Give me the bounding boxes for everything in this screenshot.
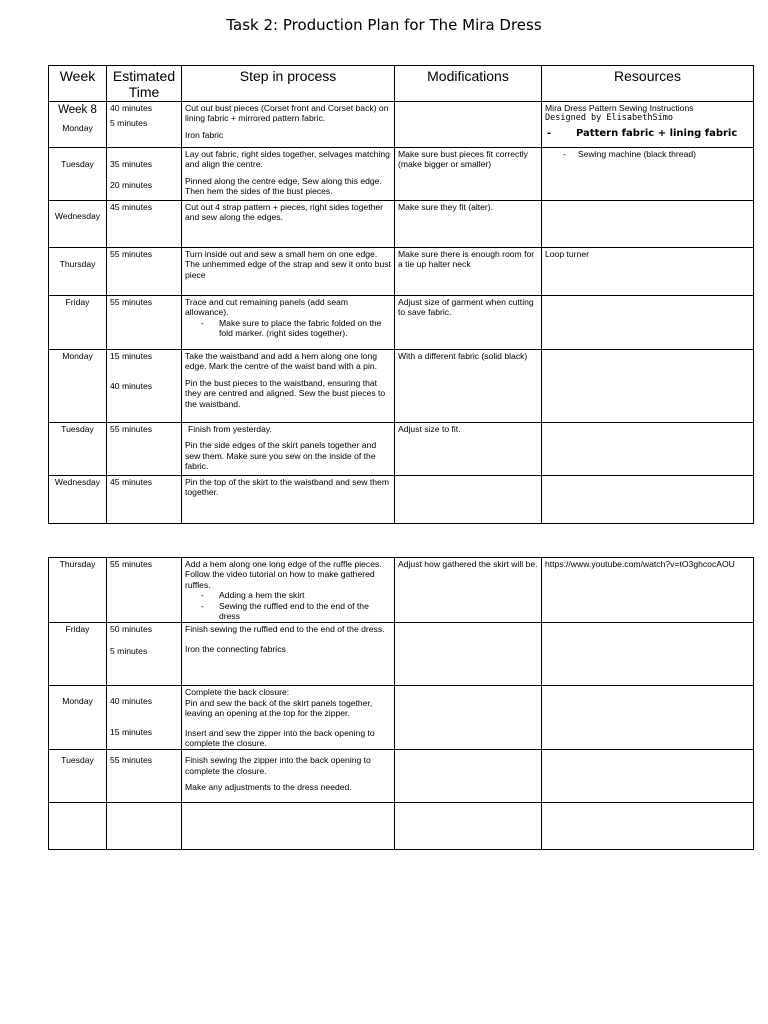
table-row xyxy=(49,803,754,850)
resources-cell xyxy=(542,350,754,423)
step-text: Pinned along the centre edge, Sew along this edge. Then hem the sides of the bust pieces. xyxy=(185,175,382,197)
step-text: Pin and sew the back of the skirt panels together, leaving an opening at the top for the zipper. xyxy=(185,697,373,719)
step-cell xyxy=(182,148,395,201)
modifications-cell: Adjust size to fit. xyxy=(395,423,542,476)
day-cell xyxy=(49,750,107,803)
time-cell xyxy=(107,148,182,201)
step-text: Complete the back closure: xyxy=(185,687,290,698)
step-cell xyxy=(182,423,395,476)
table-row xyxy=(49,248,754,296)
modifications-cell: Make sure there is enough room for a tie up halter neck xyxy=(395,248,542,296)
step-text: Finish sewing the ruffled end to the end of the dress. xyxy=(185,624,385,635)
step-cell xyxy=(182,750,395,803)
day-cell xyxy=(49,248,107,296)
time-value: 5 minutes xyxy=(110,118,148,129)
day-label: Tuesday xyxy=(61,159,94,169)
step-cell: Cut out 4 strap pattern + pieces, right sides together and sew along the edges. xyxy=(182,201,395,248)
production-plan-table-2 xyxy=(48,557,754,850)
step-cell xyxy=(182,558,395,623)
step-text: Trace and cut remaining panels (add seam allowance). xyxy=(185,297,349,318)
step-text: Take the waistband and add a hem along one long edge. Mark the centre of the waist band with a pin. xyxy=(185,351,378,372)
resources-cell xyxy=(542,201,754,248)
modifications-cell: Make sure they fit (alter). xyxy=(395,201,542,248)
time-value: 15 minutes xyxy=(110,726,153,737)
time-cell: 55 minutes xyxy=(107,423,182,476)
modifications-cell xyxy=(395,686,542,750)
day-label: Thursday xyxy=(59,259,96,269)
time-value: 20 minutes xyxy=(110,180,153,191)
step-text: Add a hem along one long edge of the ruffle pieces. Follow the video tutorial on how to make gathered ruffles. xyxy=(185,559,382,590)
header-estimated-time: Estimated Time xyxy=(107,66,182,102)
resource-text: Designed by ElisabethSimo xyxy=(545,113,673,124)
resource-text: - Sewing machine (black thread) xyxy=(545,149,750,159)
step-text: Pin the side edges of the skirt panels together and sew them. Make sure you sew on the inside of the fabric. xyxy=(185,440,377,472)
time-cell: 55 minutes xyxy=(107,558,182,623)
time-cell: 45 minutes xyxy=(107,201,182,248)
time-value: 55 minutes xyxy=(110,755,153,766)
step-text: Finish sewing the zipper into the back opening to complete the closure. xyxy=(185,755,371,776)
step-text: Iron fabric xyxy=(185,129,224,140)
step-cell xyxy=(182,102,395,148)
time-value: 40 minutes xyxy=(110,103,153,113)
time-value: 50 minutes xyxy=(110,624,153,635)
step-text: Pin the bust pieces to the waistband, ensuring that they are centred and aligned. Sew the bust pieces to the waistband. xyxy=(185,377,386,409)
day-cell xyxy=(49,148,107,201)
resource-link[interactable]: https://www.youtube.com/watch?v=tO3ghcocAOU xyxy=(545,559,735,569)
resources-cell xyxy=(542,296,754,350)
resources-cell xyxy=(542,558,754,623)
table-row xyxy=(49,558,754,623)
resources-cell xyxy=(542,686,754,750)
header-resources: Resources xyxy=(542,66,754,102)
day-cell: Friday xyxy=(49,296,107,350)
resource-text: Mira Dress Pattern Sewing Instructions xyxy=(545,103,694,113)
time-value: 40 minutes xyxy=(110,381,153,392)
time-value: 40 minutes xyxy=(110,696,153,707)
table-row xyxy=(49,296,754,350)
resources-cell xyxy=(542,803,754,850)
modifications-cell: With a different fabric (solid black) xyxy=(395,350,542,423)
modifications-cell: Adjust how gathered the skirt will be. xyxy=(395,558,542,623)
step-sub-list xyxy=(185,590,391,621)
step-cell xyxy=(182,803,395,850)
day-cell xyxy=(49,201,107,248)
resources-cell xyxy=(542,476,754,524)
modifications-cell xyxy=(395,803,542,850)
time-value: 5 minutes xyxy=(110,645,148,656)
step-cell: Pin the top of the skirt to the waistband and sew them together. xyxy=(182,476,395,524)
time-cell xyxy=(107,686,182,750)
table-row xyxy=(49,102,754,148)
time-cell: 55 minutes xyxy=(107,248,182,296)
time-cell xyxy=(107,750,182,803)
modifications-cell: Adjust size of garment when cutting to save fabric. xyxy=(395,296,542,350)
header-row xyxy=(49,66,754,102)
table-row xyxy=(49,476,754,524)
time-value: 35 minutes xyxy=(110,159,153,169)
day-label: Wednesday xyxy=(54,211,101,221)
step-text: Finish from yesterday. xyxy=(188,424,272,434)
step-cell: Turn inside out and sew a small hem on one edge. The unhemmed edge of the strap and sew it onto bust piece xyxy=(182,248,395,296)
step-text: Cut out bust pieces (Corset front and Corset back) on lining fabric + mirrored pattern fabric. xyxy=(185,103,389,124)
day-cell: Monday xyxy=(49,350,107,423)
day-cell: Thursday xyxy=(49,558,107,623)
time-cell xyxy=(107,102,182,148)
table-row xyxy=(49,750,754,803)
header-step: Step in process xyxy=(182,66,395,102)
resources-cell xyxy=(542,148,754,201)
day-cell xyxy=(49,803,107,850)
day-cell: Wednesday xyxy=(49,476,107,524)
modifications-cell xyxy=(395,623,542,686)
resources-cell xyxy=(542,423,754,476)
document-title: Task 2: Production Plan for The Mira Dress xyxy=(226,16,542,34)
step-text: Insert and sew the zipper into the back opening to complete the closure. xyxy=(185,727,375,749)
step-sub-list xyxy=(185,318,391,339)
step-text: Lay out fabric, right sides together, selvages matching and align the centre. xyxy=(185,149,390,170)
step-text: Make any adjustments to the dress needed. xyxy=(185,782,352,793)
table-row xyxy=(49,148,754,201)
day-cell xyxy=(49,686,107,750)
modifications-cell xyxy=(395,102,542,148)
resource-text: Pattern fabric + lining fabric xyxy=(576,127,738,139)
resources-cell xyxy=(542,102,754,148)
resources-cell xyxy=(542,623,754,686)
week-label: Week 8 xyxy=(58,104,97,116)
day-cell: Friday xyxy=(49,623,107,686)
time-cell: 55 minutes xyxy=(107,296,182,350)
day-cell: Tuesday xyxy=(49,423,107,476)
resources-cell xyxy=(542,750,754,803)
time-cell xyxy=(107,623,182,686)
table-row xyxy=(49,350,754,423)
modifications-cell xyxy=(395,750,542,803)
week-day-cell xyxy=(49,102,107,148)
time-value: 15 minutes xyxy=(110,351,153,361)
day-label: Tuesday xyxy=(61,755,94,766)
step-text: Iron the connecting fabrics xyxy=(185,643,286,654)
time-cell xyxy=(107,350,182,423)
step-cell xyxy=(182,296,395,350)
time-cell xyxy=(107,803,182,850)
header-week: Week xyxy=(49,66,107,102)
table-row xyxy=(49,623,754,686)
table-row xyxy=(49,201,754,248)
table-row xyxy=(49,686,754,750)
modifications-cell xyxy=(395,476,542,524)
step-cell xyxy=(182,686,395,750)
step-cell xyxy=(182,623,395,686)
step-cell xyxy=(182,350,395,423)
resources-cell: Loop turner xyxy=(542,248,754,296)
modifications-cell: Make sure bust pieces fit correctly (make bigger or smaller) xyxy=(395,148,542,201)
list-item: - Make sure to place the fabric folded on the fold marker. (right sides together). xyxy=(201,318,391,339)
day-label: Monday xyxy=(62,696,93,707)
production-plan-table-1 xyxy=(48,65,754,524)
table-row xyxy=(49,423,754,476)
time-cell: 45 minutes xyxy=(107,476,182,524)
header-modifications: Modifications xyxy=(395,66,542,102)
day-label: Monday xyxy=(62,123,93,133)
resource-bullet xyxy=(545,129,750,139)
list-item: - Adding a hem the skirt xyxy=(201,590,391,600)
list-item: - Sewing the ruffled end to the end of the dress xyxy=(201,601,391,622)
